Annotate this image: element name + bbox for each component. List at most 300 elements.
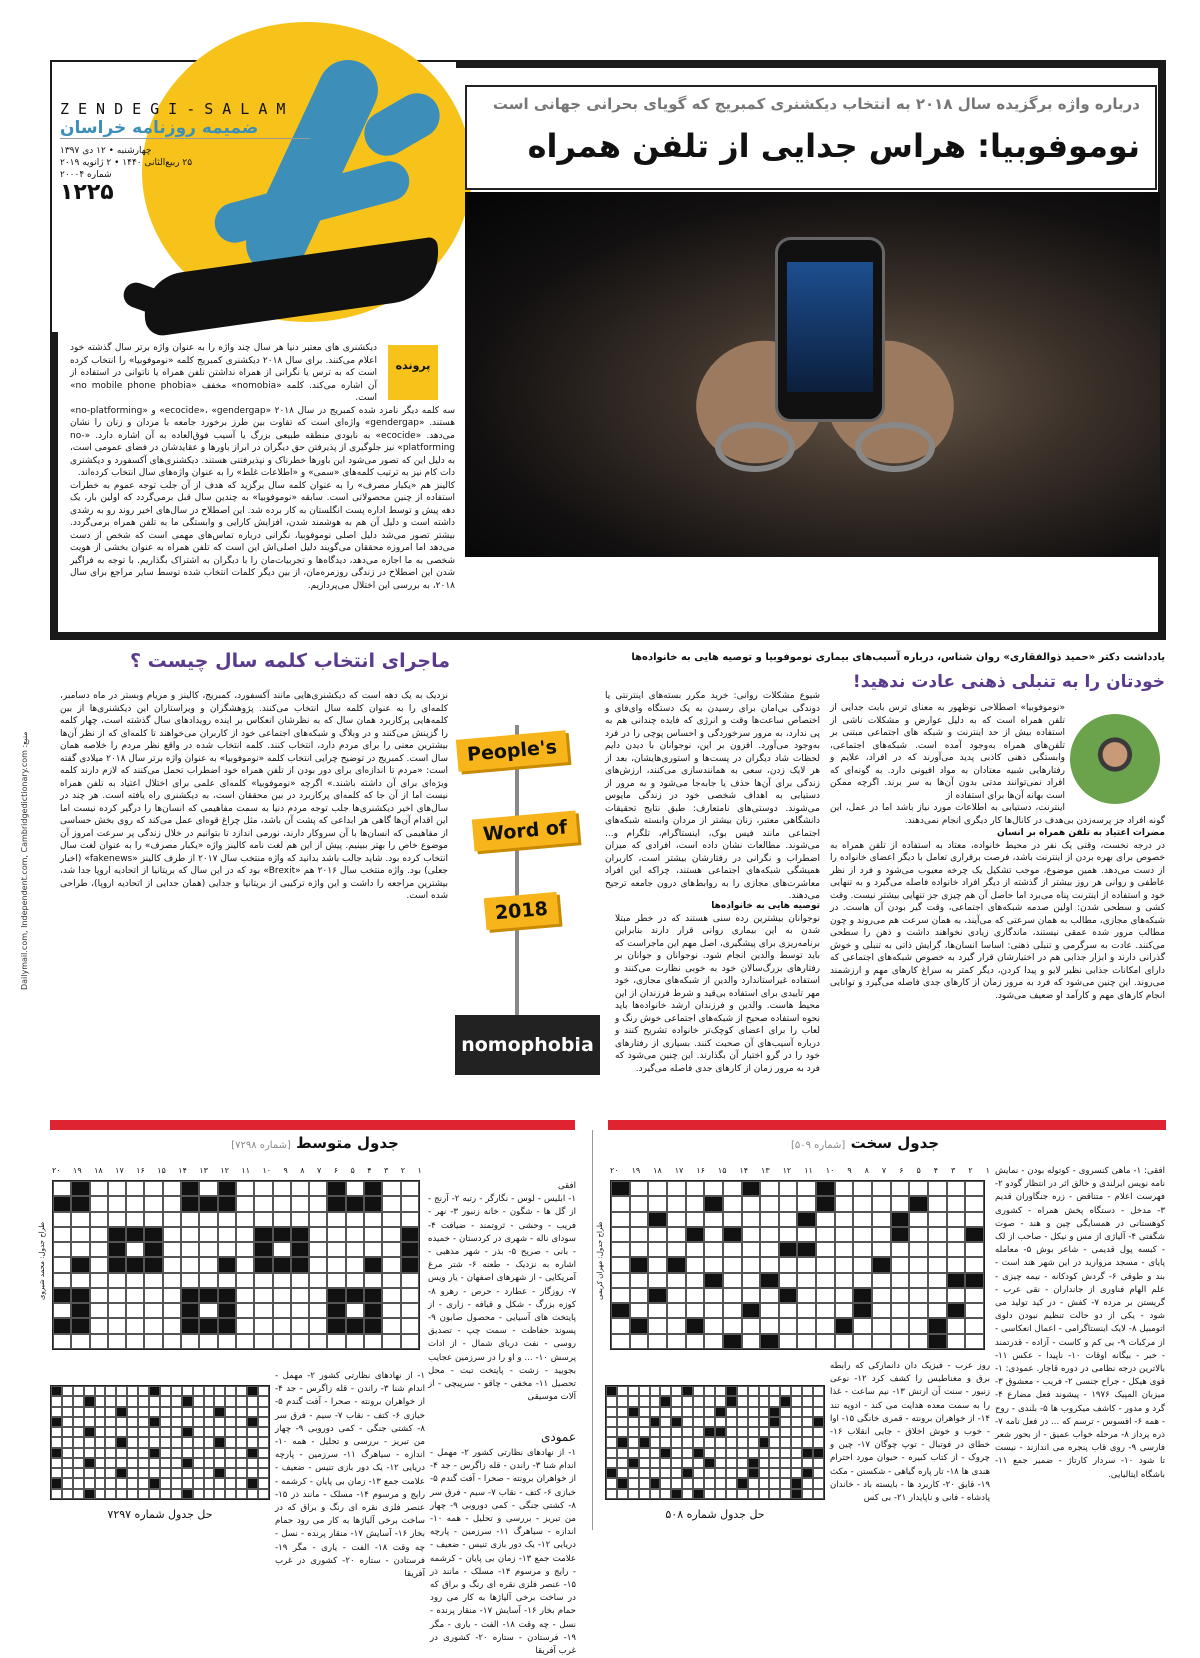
grid-cell[interactable] — [327, 1288, 345, 1303]
grid-cell[interactable] — [144, 1212, 162, 1227]
grid-cell[interactable] — [723, 1303, 742, 1318]
grid-cell[interactable] — [126, 1227, 144, 1242]
grid-cell[interactable] — [947, 1242, 966, 1257]
grid-cell[interactable] — [346, 1196, 364, 1211]
grid-cell[interactable] — [965, 1242, 984, 1257]
grid-cell[interactable] — [704, 1181, 723, 1196]
grid-cell[interactable] — [835, 1257, 854, 1272]
grid-cell[interactable] — [872, 1242, 891, 1257]
grid-cell[interactable] — [928, 1227, 947, 1242]
grid-cell[interactable] — [273, 1227, 291, 1242]
grid-cell[interactable] — [236, 1273, 254, 1288]
grid-cell[interactable] — [236, 1196, 254, 1211]
grid-cell[interactable] — [108, 1318, 126, 1333]
grid-cell[interactable] — [853, 1212, 872, 1227]
grid-cell[interactable] — [90, 1257, 108, 1272]
grid-cell[interactable] — [779, 1334, 798, 1349]
grid-cell[interactable] — [144, 1303, 162, 1318]
grid-cell[interactable] — [364, 1181, 382, 1196]
grid-cell[interactable] — [291, 1212, 309, 1227]
grid-cell[interactable] — [254, 1273, 272, 1288]
grid-cell[interactable] — [835, 1181, 854, 1196]
grid-cell[interactable] — [144, 1227, 162, 1242]
grid-cell[interactable] — [108, 1196, 126, 1211]
grid-cell[interactable] — [327, 1227, 345, 1242]
grid-cell[interactable] — [872, 1273, 891, 1288]
grid-cell[interactable] — [648, 1181, 667, 1196]
grid-cell[interactable] — [254, 1288, 272, 1303]
grid-cell[interactable] — [947, 1318, 966, 1333]
grid-cell[interactable] — [667, 1242, 686, 1257]
grid-cell[interactable] — [835, 1227, 854, 1242]
grid-cell[interactable] — [53, 1196, 71, 1211]
grid-cell[interactable] — [309, 1181, 327, 1196]
grid-cell[interactable] — [704, 1273, 723, 1288]
grid-cell[interactable] — [108, 1334, 126, 1349]
grid-cell[interactable] — [181, 1227, 199, 1242]
grid-cell[interactable] — [835, 1242, 854, 1257]
grid-cell[interactable] — [891, 1212, 910, 1227]
grid-cell[interactable] — [53, 1273, 71, 1288]
grid-cell[interactable] — [401, 1196, 419, 1211]
grid-cell[interactable] — [291, 1181, 309, 1196]
grid-cell[interactable] — [71, 1227, 89, 1242]
grid-cell[interactable] — [364, 1212, 382, 1227]
grid-cell[interactable] — [309, 1288, 327, 1303]
grid-cell[interactable] — [108, 1288, 126, 1303]
grid-cell[interactable] — [760, 1318, 779, 1333]
grid-cell[interactable] — [760, 1257, 779, 1272]
grid-cell[interactable] — [965, 1227, 984, 1242]
grid-cell[interactable] — [346, 1318, 364, 1333]
grid-cell[interactable] — [401, 1288, 419, 1303]
grid-cell[interactable] — [126, 1273, 144, 1288]
grid-cell[interactable] — [947, 1212, 966, 1227]
grid-cell[interactable] — [797, 1196, 816, 1211]
grid-cell[interactable] — [218, 1227, 236, 1242]
grid-cell[interactable] — [667, 1257, 686, 1272]
grid-cell[interactable] — [779, 1181, 798, 1196]
grid-cell[interactable] — [181, 1242, 199, 1257]
grid-cell[interactable] — [704, 1227, 723, 1242]
grid-cell[interactable] — [218, 1273, 236, 1288]
grid-cell[interactable] — [254, 1196, 272, 1211]
grid-cell[interactable] — [947, 1227, 966, 1242]
grid-cell[interactable] — [835, 1318, 854, 1333]
grid-cell[interactable] — [291, 1196, 309, 1211]
grid-cell[interactable] — [254, 1303, 272, 1318]
grid-cell[interactable] — [797, 1257, 816, 1272]
grid-cell[interactable] — [218, 1242, 236, 1257]
grid-cell[interactable] — [611, 1288, 630, 1303]
grid-cell[interactable] — [218, 1196, 236, 1211]
grid-cell[interactable] — [835, 1212, 854, 1227]
grid-cell[interactable] — [797, 1273, 816, 1288]
grid-cell[interactable] — [382, 1212, 400, 1227]
grid-cell[interactable] — [90, 1181, 108, 1196]
grid-cell[interactable] — [965, 1196, 984, 1211]
grid-cell[interactable] — [53, 1257, 71, 1272]
grid-cell[interactable] — [723, 1288, 742, 1303]
grid-cell[interactable] — [90, 1227, 108, 1242]
grid-cell[interactable] — [199, 1273, 217, 1288]
grid-cell[interactable] — [236, 1181, 254, 1196]
grid-cell[interactable] — [630, 1196, 649, 1211]
grid-cell[interactable] — [163, 1212, 181, 1227]
grid-cell[interactable] — [947, 1196, 966, 1211]
grid-cell[interactable] — [309, 1318, 327, 1333]
grid-cell[interactable] — [630, 1212, 649, 1227]
grid-cell[interactable] — [181, 1318, 199, 1333]
grid-cell[interactable] — [181, 1334, 199, 1349]
grid-cell[interactable] — [346, 1288, 364, 1303]
grid-cell[interactable] — [163, 1196, 181, 1211]
grid-cell[interactable] — [273, 1257, 291, 1272]
grid-cell[interactable] — [382, 1288, 400, 1303]
grid-cell[interactable] — [163, 1334, 181, 1349]
grid-cell[interactable] — [853, 1257, 872, 1272]
grid-cell[interactable] — [760, 1242, 779, 1257]
grid-cell[interactable] — [236, 1318, 254, 1333]
grid-cell[interactable] — [779, 1212, 798, 1227]
grid-cell[interactable] — [236, 1257, 254, 1272]
grid-cell[interactable] — [891, 1181, 910, 1196]
grid-cell[interactable] — [686, 1212, 705, 1227]
hard-crossword-grid[interactable] — [610, 1180, 985, 1350]
grid-cell[interactable] — [163, 1318, 181, 1333]
grid-cell[interactable] — [648, 1242, 667, 1257]
grid-cell[interactable] — [53, 1227, 71, 1242]
grid-cell[interactable] — [401, 1212, 419, 1227]
grid-cell[interactable] — [816, 1318, 835, 1333]
grid-cell[interactable] — [71, 1196, 89, 1211]
grid-cell[interactable] — [909, 1257, 928, 1272]
grid-cell[interactable] — [686, 1227, 705, 1242]
grid-cell[interactable] — [126, 1257, 144, 1272]
grid-cell[interactable] — [144, 1273, 162, 1288]
grid-cell[interactable] — [909, 1273, 928, 1288]
grid-cell[interactable] — [126, 1303, 144, 1318]
grid-cell[interactable] — [872, 1257, 891, 1272]
grid-cell[interactable] — [928, 1181, 947, 1196]
grid-cell[interactable] — [947, 1288, 966, 1303]
grid-cell[interactable] — [382, 1303, 400, 1318]
grid-cell[interactable] — [667, 1181, 686, 1196]
grid-cell[interactable] — [928, 1196, 947, 1211]
grid-cell[interactable] — [686, 1318, 705, 1333]
grid-cell[interactable] — [704, 1303, 723, 1318]
grid-cell[interactable] — [760, 1227, 779, 1242]
grid-cell[interactable] — [126, 1334, 144, 1349]
grid-cell[interactable] — [346, 1227, 364, 1242]
grid-cell[interactable] — [965, 1257, 984, 1272]
grid-cell[interactable] — [327, 1257, 345, 1272]
grid-cell[interactable] — [723, 1227, 742, 1242]
grid-cell[interactable] — [382, 1227, 400, 1242]
grid-cell[interactable] — [163, 1303, 181, 1318]
grid-cell[interactable] — [742, 1334, 761, 1349]
grid-cell[interactable] — [797, 1212, 816, 1227]
grid-cell[interactable] — [309, 1242, 327, 1257]
grid-cell[interactable] — [309, 1227, 327, 1242]
grid-cell[interactable] — [90, 1196, 108, 1211]
grid-cell[interactable] — [273, 1181, 291, 1196]
grid-cell[interactable] — [648, 1196, 667, 1211]
grid-cell[interactable] — [630, 1334, 649, 1349]
grid-cell[interactable] — [928, 1303, 947, 1318]
grid-cell[interactable] — [254, 1181, 272, 1196]
grid-cell[interactable] — [90, 1242, 108, 1257]
grid-cell[interactable] — [909, 1227, 928, 1242]
grid-cell[interactable] — [686, 1334, 705, 1349]
grid-cell[interactable] — [611, 1242, 630, 1257]
grid-cell[interactable] — [218, 1257, 236, 1272]
grid-cell[interactable] — [853, 1242, 872, 1257]
grid-cell[interactable] — [797, 1181, 816, 1196]
grid-cell[interactable] — [218, 1303, 236, 1318]
grid-cell[interactable] — [630, 1273, 649, 1288]
grid-cell[interactable] — [401, 1303, 419, 1318]
grid-cell[interactable] — [611, 1334, 630, 1349]
grid-cell[interactable] — [611, 1212, 630, 1227]
grid-cell[interactable] — [199, 1303, 217, 1318]
grid-cell[interactable] — [53, 1288, 71, 1303]
grid-cell[interactable] — [965, 1273, 984, 1288]
grid-cell[interactable] — [723, 1181, 742, 1196]
grid-cell[interactable] — [401, 1242, 419, 1257]
grid-cell[interactable] — [891, 1196, 910, 1211]
grid-cell[interactable] — [611, 1273, 630, 1288]
grid-cell[interactable] — [648, 1303, 667, 1318]
grid-cell[interactable] — [891, 1318, 910, 1333]
grid-cell[interactable] — [928, 1212, 947, 1227]
grid-cell[interactable] — [891, 1334, 910, 1349]
grid-cell[interactable] — [667, 1227, 686, 1242]
grid-cell[interactable] — [327, 1196, 345, 1211]
grid-cell[interactable] — [872, 1212, 891, 1227]
grid-cell[interactable] — [53, 1212, 71, 1227]
grid-cell[interactable] — [704, 1242, 723, 1257]
grid-cell[interactable] — [199, 1196, 217, 1211]
grid-cell[interactable] — [965, 1181, 984, 1196]
grid-cell[interactable] — [723, 1242, 742, 1257]
grid-cell[interactable] — [648, 1227, 667, 1242]
grid-cell[interactable] — [928, 1257, 947, 1272]
grid-cell[interactable] — [273, 1273, 291, 1288]
grid-cell[interactable] — [327, 1318, 345, 1333]
grid-cell[interactable] — [742, 1242, 761, 1257]
grid-cell[interactable] — [965, 1318, 984, 1333]
grid-cell[interactable] — [71, 1212, 89, 1227]
grid-cell[interactable] — [309, 1196, 327, 1211]
grid-cell[interactable] — [71, 1318, 89, 1333]
grid-cell[interactable] — [928, 1334, 947, 1349]
grid-cell[interactable] — [760, 1196, 779, 1211]
grid-cell[interactable] — [273, 1212, 291, 1227]
grid-cell[interactable] — [835, 1273, 854, 1288]
grid-cell[interactable] — [872, 1318, 891, 1333]
grid-cell[interactable] — [611, 1318, 630, 1333]
grid-cell[interactable] — [254, 1334, 272, 1349]
grid-cell[interactable] — [236, 1334, 254, 1349]
grid-cell[interactable] — [909, 1318, 928, 1333]
grid-cell[interactable] — [71, 1303, 89, 1318]
grid-cell[interactable] — [273, 1318, 291, 1333]
grid-cell[interactable] — [742, 1227, 761, 1242]
grid-cell[interactable] — [199, 1227, 217, 1242]
grid-cell[interactable] — [181, 1288, 199, 1303]
grid-cell[interactable] — [891, 1227, 910, 1242]
grid-cell[interactable] — [346, 1334, 364, 1349]
grid-cell[interactable] — [163, 1242, 181, 1257]
grid-cell[interactable] — [947, 1257, 966, 1272]
grid-cell[interactable] — [648, 1212, 667, 1227]
grid-cell[interactable] — [853, 1288, 872, 1303]
grid-cell[interactable] — [909, 1196, 928, 1211]
grid-cell[interactable] — [236, 1242, 254, 1257]
grid-cell[interactable] — [309, 1334, 327, 1349]
grid-cell[interactable] — [611, 1181, 630, 1196]
grid-cell[interactable] — [648, 1334, 667, 1349]
grid-cell[interactable] — [630, 1288, 649, 1303]
grid-cell[interactable] — [742, 1318, 761, 1333]
grid-cell[interactable] — [797, 1288, 816, 1303]
grid-cell[interactable] — [309, 1257, 327, 1272]
grid-cell[interactable] — [181, 1181, 199, 1196]
grid-cell[interactable] — [928, 1242, 947, 1257]
grid-cell[interactable] — [648, 1288, 667, 1303]
grid-cell[interactable] — [108, 1227, 126, 1242]
grid-cell[interactable] — [364, 1227, 382, 1242]
grid-cell[interactable] — [928, 1288, 947, 1303]
grid-cell[interactable] — [742, 1257, 761, 1272]
grid-cell[interactable] — [723, 1196, 742, 1211]
grid-cell[interactable] — [126, 1196, 144, 1211]
grid-cell[interactable] — [273, 1288, 291, 1303]
grid-cell[interactable] — [90, 1288, 108, 1303]
grid-cell[interactable] — [108, 1257, 126, 1272]
grid-cell[interactable] — [891, 1288, 910, 1303]
grid-cell[interactable] — [835, 1196, 854, 1211]
grid-cell[interactable] — [704, 1196, 723, 1211]
grid-cell[interactable] — [630, 1303, 649, 1318]
grid-cell[interactable] — [327, 1303, 345, 1318]
grid-cell[interactable] — [291, 1242, 309, 1257]
grid-cell[interactable] — [401, 1273, 419, 1288]
grid-cell[interactable] — [760, 1303, 779, 1318]
grid-cell[interactable] — [382, 1242, 400, 1257]
grid-cell[interactable] — [71, 1181, 89, 1196]
grid-cell[interactable] — [163, 1288, 181, 1303]
grid-cell[interactable] — [947, 1273, 966, 1288]
grid-cell[interactable] — [853, 1334, 872, 1349]
grid-cell[interactable] — [630, 1242, 649, 1257]
grid-cell[interactable] — [401, 1227, 419, 1242]
grid-cell[interactable] — [254, 1212, 272, 1227]
grid-cell[interactable] — [742, 1288, 761, 1303]
grid-cell[interactable] — [891, 1303, 910, 1318]
grid-cell[interactable] — [108, 1212, 126, 1227]
grid-cell[interactable] — [382, 1334, 400, 1349]
grid-cell[interactable] — [909, 1334, 928, 1349]
grid-cell[interactable] — [853, 1273, 872, 1288]
grid-cell[interactable] — [779, 1242, 798, 1257]
grid-cell[interactable] — [686, 1273, 705, 1288]
grid-cell[interactable] — [327, 1273, 345, 1288]
grid-cell[interactable] — [816, 1257, 835, 1272]
grid-cell[interactable] — [309, 1212, 327, 1227]
grid-cell[interactable] — [144, 1318, 162, 1333]
grid-cell[interactable] — [872, 1334, 891, 1349]
grid-cell[interactable] — [181, 1303, 199, 1318]
grid-cell[interactable] — [667, 1196, 686, 1211]
grid-cell[interactable] — [797, 1227, 816, 1242]
grid-cell[interactable] — [630, 1318, 649, 1333]
grid-cell[interactable] — [273, 1196, 291, 1211]
grid-cell[interactable] — [144, 1334, 162, 1349]
grid-cell[interactable] — [723, 1273, 742, 1288]
grid-cell[interactable] — [947, 1334, 966, 1349]
grid-cell[interactable] — [872, 1227, 891, 1242]
grid-cell[interactable] — [723, 1318, 742, 1333]
grid-cell[interactable] — [364, 1196, 382, 1211]
grid-cell[interactable] — [611, 1227, 630, 1242]
grid-cell[interactable] — [853, 1181, 872, 1196]
grid-cell[interactable] — [401, 1318, 419, 1333]
grid-cell[interactable] — [816, 1303, 835, 1318]
grid-cell[interactable] — [835, 1288, 854, 1303]
grid-cell[interactable] — [273, 1334, 291, 1349]
grid-cell[interactable] — [797, 1334, 816, 1349]
grid-cell[interactable] — [648, 1273, 667, 1288]
grid-cell[interactable] — [236, 1288, 254, 1303]
grid-cell[interactable] — [909, 1288, 928, 1303]
grid-cell[interactable] — [723, 1212, 742, 1227]
grid-cell[interactable] — [291, 1303, 309, 1318]
grid-cell[interactable] — [364, 1303, 382, 1318]
medium-crossword-grid[interactable] — [52, 1180, 420, 1350]
grid-cell[interactable] — [90, 1303, 108, 1318]
grid-cell[interactable] — [648, 1318, 667, 1333]
grid-cell[interactable] — [71, 1334, 89, 1349]
grid-cell[interactable] — [199, 1257, 217, 1272]
grid-cell[interactable] — [53, 1181, 71, 1196]
grid-cell[interactable] — [126, 1288, 144, 1303]
grid-cell[interactable] — [760, 1288, 779, 1303]
grid-cell[interactable] — [382, 1257, 400, 1272]
grid-cell[interactable] — [163, 1181, 181, 1196]
grid-cell[interactable] — [309, 1303, 327, 1318]
grid-cell[interactable] — [667, 1303, 686, 1318]
grid-cell[interactable] — [327, 1212, 345, 1227]
grid-cell[interactable] — [364, 1242, 382, 1257]
grid-cell[interactable] — [742, 1181, 761, 1196]
grid-cell[interactable] — [218, 1212, 236, 1227]
grid-cell[interactable] — [53, 1318, 71, 1333]
grid-cell[interactable] — [71, 1273, 89, 1288]
grid-cell[interactable] — [630, 1227, 649, 1242]
grid-cell[interactable] — [611, 1257, 630, 1272]
grid-cell[interactable] — [872, 1181, 891, 1196]
grid-cell[interactable] — [346, 1212, 364, 1227]
grid-cell[interactable] — [742, 1273, 761, 1288]
grid-cell[interactable] — [364, 1273, 382, 1288]
grid-cell[interactable] — [218, 1334, 236, 1349]
grid-cell[interactable] — [742, 1196, 761, 1211]
grid-cell[interactable] — [126, 1212, 144, 1227]
grid-cell[interactable] — [835, 1303, 854, 1318]
grid-cell[interactable] — [723, 1334, 742, 1349]
